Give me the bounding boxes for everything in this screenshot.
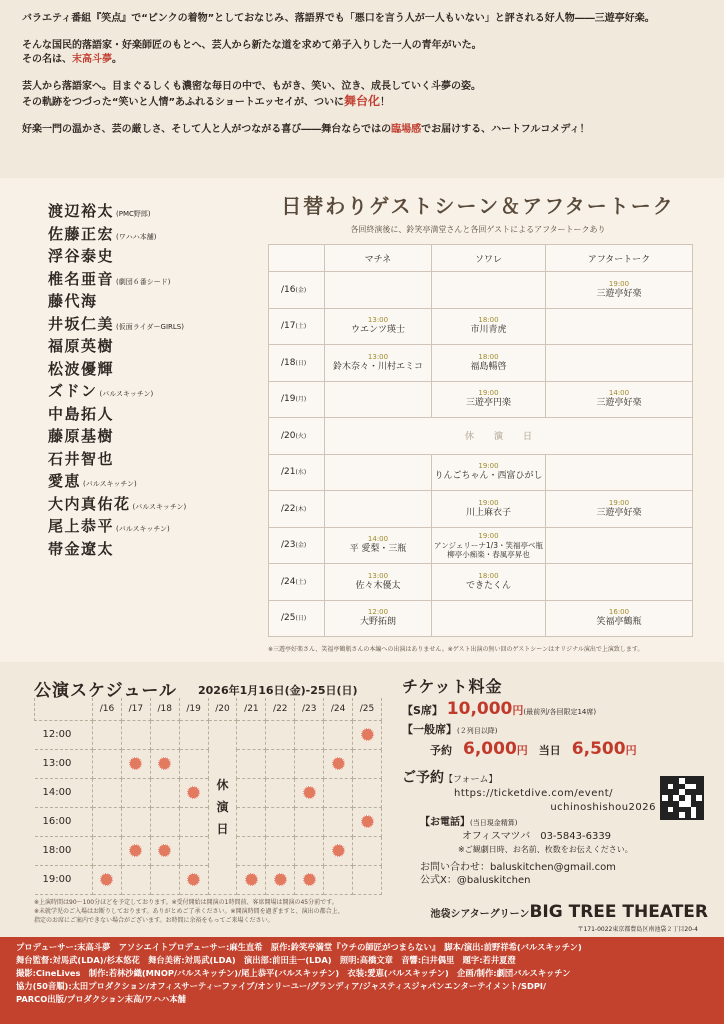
cast-member [48, 493, 248, 516]
schedule-slot [179, 749, 208, 778]
rest-char: 演 [216, 800, 229, 814]
schedule-range: 2026年1月16日(金)-25日(日) [198, 684, 358, 697]
cast-member [48, 470, 248, 493]
cast-affiliation: (バルスキッチン) [83, 480, 137, 488]
contact-block: 【お電話】(当日現金精算) オフィスマツバ 03-5843-6339 ※ご観劇日時、お名前、枚数をお伝えください。 お問い合わせ：baluskitchen@gmail.com 公式X：@baluskitchen [420, 816, 710, 887]
date-label: /18 [281, 357, 296, 368]
guest-header-matinee: マチネ [325, 245, 432, 272]
performance-dot [332, 757, 345, 770]
guest-row [269, 272, 693, 309]
cast-name: 渡辺裕太 [48, 202, 115, 220]
schedule-slot [179, 807, 208, 836]
date-label: /20 [281, 430, 296, 441]
rest-day-column [208, 720, 237, 894]
cast-member [48, 268, 248, 291]
intro-p3: 芸人から落語家へ。目まぐるしくも濃密な毎日の中で、もがき、笑い、泣き、成長していく斗夢の姿。 その軌跡をつづった“笑いと人情”あふれるショートエッセイが、ついに舞台化！ [22, 80, 481, 108]
schedule-title: 公演スケジュール [34, 681, 177, 701]
guest-row [269, 418, 693, 455]
performance-dot [158, 844, 171, 857]
schedule-date: /24 [324, 698, 353, 720]
cast-name: 帯金遼太 [48, 539, 115, 558]
guest-cell-aftertalk [546, 272, 693, 309]
schedule-slot [266, 778, 295, 807]
guest-cell-aftertalk [546, 491, 693, 528]
schedule-date: /19 [179, 698, 208, 720]
schedule-slot [353, 836, 382, 865]
cast-name: 福原英樹 [48, 337, 115, 355]
guest-header-aftertalk: アフタートーク [546, 245, 693, 272]
schedule-slot [295, 865, 324, 894]
schedule-slot [353, 807, 382, 836]
day-of-week: (日) [295, 359, 307, 367]
cast-name: 松波優輝 [48, 359, 115, 378]
guest-row [269, 308, 693, 345]
guest-date [269, 527, 325, 564]
guest-cell-aftertalk [546, 454, 693, 491]
cast-member [48, 403, 248, 426]
performer-name: 大野拓朗 [359, 617, 396, 628]
schedule-slot [93, 778, 122, 807]
schedule-date: /25 [353, 698, 382, 720]
guest-row [269, 564, 693, 601]
schedule-slot [150, 807, 179, 836]
guest-cell-matinee [325, 527, 432, 564]
performer-name: 佐々木優太 [355, 580, 401, 591]
guest-row [269, 491, 693, 528]
guest-cell-matinee [325, 345, 432, 382]
schedule-table [34, 698, 382, 895]
cast-name: 大内真佑花 [48, 494, 131, 513]
day-of-week: (金) [295, 286, 307, 294]
date-label: /24 [281, 576, 296, 587]
date-label: /23 [281, 540, 296, 551]
schedule-slot [324, 836, 353, 865]
guest-cell-matinee [325, 381, 432, 418]
cast-name: 中島拓人 [48, 404, 115, 423]
phone-number[interactable]: 03-5843-6339 [540, 831, 612, 842]
cast-name: 愛恵 [48, 472, 82, 490]
schedule-slot [179, 778, 208, 807]
schedule-slot [295, 778, 324, 807]
official-x[interactable]: 公式X：@baluskitchen [420, 875, 531, 886]
guest-table [268, 244, 693, 637]
schedule-slot [295, 720, 324, 749]
schedule-slot [150, 778, 179, 807]
guest-cell-aftertalk [546, 527, 693, 564]
day-of-week: (土) [295, 578, 307, 586]
schedule-date: /22 [266, 698, 295, 720]
schedule-slot [93, 836, 122, 865]
performance-dot [361, 728, 374, 741]
guest-note: ※三遊亭好楽さん、笑福亭鶴瓶さんの本編への出演はありません。※ゲスト出演の無い回のゲストシーンはオリジナル演出で上演致します。 [268, 646, 644, 653]
guest-date [269, 308, 325, 345]
show-time: 19:00 [478, 531, 499, 540]
day-of-week: (月) [295, 396, 307, 404]
cast-affiliation: (バルスキッチン) [116, 525, 170, 533]
schedule-row [35, 778, 382, 807]
date-label: /19 [281, 394, 296, 405]
performance-dot [303, 786, 316, 799]
schedule-slot [266, 865, 295, 894]
guest-date [269, 418, 325, 455]
performance-dot [100, 873, 113, 886]
schedule-slot [121, 836, 150, 865]
schedule-slot [266, 807, 295, 836]
guest-date [269, 600, 325, 637]
performer-name: できたくん [465, 580, 511, 591]
cast-member [48, 358, 248, 381]
cast-affiliation: (仮面ライダーGIRLS) [116, 322, 184, 331]
day-of-week: (水) [295, 469, 307, 477]
qr-code[interactable] [660, 776, 704, 820]
schedule-slot [121, 749, 150, 778]
schedule-time: 18:00 [35, 836, 93, 865]
schedule-slot [295, 807, 324, 836]
guest-cell-soiree [432, 308, 546, 345]
guest-cell-soiree [432, 345, 546, 382]
cast-member [48, 448, 248, 471]
guest-date [269, 564, 325, 601]
guest-subtitle: 各回終演後に、鈴笑亭満堂さんと各回ゲストによるアフタートークあり [350, 225, 606, 234]
guest-row [269, 345, 693, 382]
schedule-slot [93, 865, 122, 894]
guest-cell-aftertalk [546, 381, 693, 418]
schedule-slot [237, 865, 266, 894]
schedule-row [35, 807, 382, 836]
date-label: /25 [281, 613, 296, 624]
show-time: 19:00 [478, 462, 499, 471]
schedule-slot [237, 836, 266, 865]
show-time: 13:00 [367, 352, 389, 361]
performer-name: ウエンツ瑛士 [350, 325, 405, 336]
schedule-slot [237, 749, 266, 778]
cast-member [48, 335, 248, 358]
cast-affiliation: (バルスキッチン) [99, 390, 154, 398]
cast-member [48, 200, 248, 223]
s-seat-row: 【S席】 10,000円(最前列/各回限定14席) [402, 699, 597, 719]
schedule-slot [179, 720, 208, 749]
cast-name: 尾上恭平 [48, 517, 115, 535]
general-price-row: 予約 6,000円 当日 6,500円 [430, 739, 637, 759]
schedule-slot [121, 778, 150, 807]
performance-dot [187, 873, 200, 886]
schedule-slot [93, 749, 122, 778]
day-of-week: (木) [295, 505, 307, 513]
schedule-slot [353, 865, 382, 894]
schedule-slot [150, 749, 179, 778]
show-time: 19:00 [608, 279, 630, 288]
schedule-slot [295, 749, 324, 778]
schedule-slot [121, 807, 150, 836]
date-label: /17 [281, 321, 296, 332]
guest-row [269, 600, 693, 637]
schedule-slot [93, 807, 122, 836]
schedule-slot [266, 836, 295, 865]
advance-price: 6,000 [463, 739, 517, 759]
schedule-slot [324, 807, 353, 836]
performer-name: りんごちゃん・西富ひがし [434, 471, 543, 482]
performance-dot [129, 844, 142, 857]
schedule-slot [179, 836, 208, 865]
schedule-date: /17 [121, 698, 150, 720]
cast-name: 佐藤正宏 [48, 224, 115, 243]
schedule-slot [237, 778, 266, 807]
day-of-week: (日) [295, 615, 307, 623]
show-time: 19:00 [478, 389, 499, 398]
cast-name: 藤原基樹 [48, 427, 115, 445]
schedule-slot [121, 720, 150, 749]
show-time: 16:00 [608, 608, 630, 617]
guest-row [269, 527, 693, 564]
schedule-corner [35, 698, 93, 720]
cast-name: 藤代海 [48, 292, 98, 310]
show-time: 12:00 [367, 608, 389, 617]
schedule-time: 16:00 [35, 807, 93, 836]
performer-name: 川上麻衣子 [465, 507, 511, 518]
guest-cell-soiree [432, 454, 546, 491]
show-time: 18:00 [478, 571, 499, 580]
schedule-row [35, 749, 382, 778]
cast-member [48, 223, 248, 246]
guest-cell-soiree [432, 272, 546, 309]
guest-cell-soiree [432, 527, 546, 564]
schedule-slot [324, 778, 353, 807]
cast-member [48, 245, 248, 268]
show-time: 19:00 [608, 498, 630, 507]
s-seat-price: 10,000 [446, 699, 513, 719]
guest-cell-matinee [325, 308, 432, 345]
schedule-slot [237, 720, 266, 749]
door-price: 6,500 [571, 739, 626, 759]
rest-char: 日 [216, 822, 229, 836]
show-time: 14:00 [608, 389, 630, 398]
guest-date [269, 491, 325, 528]
schedule-date: /20 [208, 698, 237, 720]
guest-date [269, 381, 325, 418]
author-name: 末高斗夢 [72, 54, 112, 65]
schedule-time: 14:00 [35, 778, 93, 807]
general-seat-row: 【一般席】(２列目以降) [402, 723, 498, 736]
intro-p4: 好楽一門の温かさ、芸の厳しさ、そして人と人がつながる喜び――舞台ならではの臨場感でお届けする、ハートフルコメディ！ [22, 123, 590, 135]
performer-name: 三遊亭好楽 [596, 398, 642, 409]
schedule-notes: ※上演時間は90～100分ほどを予定しております。※受付開始は開演の1時間前、客席開場は開演の45分前です。 ※未就学児のご入場はお断りしております。ありがとめご了承ください。※開演時間を過ぎますと、演出の都合上、 指定のお席にご案内できない場合がございます。お時間に余裕をもってご来場ください。 [34, 899, 344, 924]
cast-member [48, 313, 248, 336]
performer-name: アンジェリーナ1/3・笑福亭べ瓶 柳亭小痴楽・春風亭昇也 [434, 540, 543, 559]
guest-title: 日替わりゲストシーン＆アフタートーク [281, 194, 675, 218]
guest-cell-aftertalk [546, 345, 693, 382]
performance-dot [187, 786, 200, 799]
performer-name: 平 愛梨・三瓶 [349, 544, 407, 555]
guest-cell-soiree [432, 491, 546, 528]
cast-member [48, 380, 248, 403]
contact-email[interactable]: お問い合わせ：baluskitchen@gmail.com [420, 862, 616, 873]
performance-dot [332, 844, 345, 857]
performance-dot [361, 815, 374, 828]
guest-cell-matinee [325, 600, 432, 637]
intro-text [22, 12, 712, 137]
schedule-slot [266, 749, 295, 778]
schedule-slot [150, 865, 179, 894]
cast-name: 浮谷泰史 [48, 247, 115, 265]
cast-list [48, 200, 248, 560]
day-of-week: (土) [295, 323, 307, 331]
performer-name: 笑福亭鶴瓶 [596, 617, 642, 628]
guest-header-soiree: ソワレ [432, 245, 546, 272]
schedule-slot [237, 807, 266, 836]
schedule-slot [121, 865, 150, 894]
schedule-date: /18 [150, 698, 179, 720]
schedule-slot [353, 749, 382, 778]
cast-member [48, 515, 248, 538]
performance-dot [245, 873, 258, 886]
date-label: /22 [281, 503, 296, 514]
schedule-date: /23 [295, 698, 324, 720]
schedule-slot [353, 720, 382, 749]
credits: プロデューサー:末高斗夢 アソシエイトプロデューサー:麻生直希 原作:鈴笑亭満堂『ウチの師匠がつまらない』 脚本/演出:前野祥希(バルスキッチン) 舞台監督:対馬武(LDA)/杉本悠花 舞台美術:対馬武(LDA) 演出部:前田圭一(LDA) 照明:高橋文章 音響:臼井偶里 題字:若井夏澄 撮影:CineLives 制作:若林沙織(MNOP/バルスキッチン)/尾上恭平(バルスキッチン) 衣装:愛恵(バルスキッチン) 企画/制作:劇団バルスキッチン 協力(50音順):太田プロダクション/オフィスサーティーファイブ/オンリーユー/グランディア/ジャスティスジャパンエンターテイメント/SDPI/ PARCO出版/プロダクション末高/ワハハ本舗 [0, 937, 724, 1024]
schedule-slot [266, 720, 295, 749]
cast-member [48, 290, 248, 313]
intro-p1: バラエティ番組『笑点』で“ピンクの着物”としておなじみ、落語界でも「悪口を言う人が一人もいない」と評される好人物――三遊亭好楽。 [22, 13, 655, 24]
venue-address: 〒171-0022東京都豊島区南池袋２丁目20-4 [577, 926, 698, 933]
guest-cell-soiree [432, 381, 546, 418]
schedule-date: /21 [237, 698, 266, 720]
venue-name: 池袋シアターグリーンBIG TREE THEATER [430, 902, 708, 922]
schedule-date: /16 [93, 698, 122, 720]
performance-dot [303, 873, 316, 886]
guest-date [269, 345, 325, 382]
cast-member [48, 538, 248, 561]
performer-name: 三遊亭円楽 [465, 398, 511, 409]
intro-p2: そんな国民的落語家・好楽師匠のもとへ、芸人から新たな道を求めて弟子入りした一人の青年がいた。 その名は、末高斗夢。 [22, 39, 482, 65]
reservation-heading: ご予約【フォーム】 [402, 770, 498, 786]
schedule-slot [150, 720, 179, 749]
reservation-url[interactable]: https://ticketdive.com/event/ uchinoshishou2026 [454, 788, 656, 813]
cast-affiliation: (ワハハ本舗) [116, 232, 157, 241]
guest-row [269, 381, 693, 418]
guest-row [269, 454, 693, 491]
guest-cell-matinee [325, 491, 432, 528]
schedule-row [35, 836, 382, 865]
show-time: 19:00 [478, 498, 499, 507]
schedule-slot [93, 720, 122, 749]
show-time: 18:00 [478, 316, 499, 325]
ticket-title: チケット料金 [402, 677, 503, 696]
day-of-week: (金) [295, 542, 307, 550]
schedule-slot [353, 778, 382, 807]
guest-cell-matinee [325, 272, 432, 309]
schedule-slot [324, 720, 353, 749]
date-label: /21 [281, 467, 296, 478]
schedule-slot [295, 836, 324, 865]
performer-name: 三遊亭好楽 [596, 507, 642, 518]
performance-dot [158, 757, 171, 770]
cast-name: 石井智也 [48, 449, 115, 468]
schedule-time: 19:00 [35, 865, 93, 894]
cast-member [48, 425, 248, 448]
performer-name: 鈴木奈々・川村エミコ [332, 361, 423, 372]
performance-dot [274, 873, 287, 886]
guest-cell-matinee [325, 564, 432, 601]
guest-date [269, 272, 325, 309]
rest-day: 休演日 [325, 418, 693, 455]
guest-cell-soiree [432, 600, 546, 637]
guest-cell-soiree [432, 564, 546, 601]
schedule-row [35, 720, 382, 749]
cast-name: 椎名亜音 [48, 269, 115, 288]
show-time: 13:00 [367, 316, 389, 325]
guest-header-date [269, 245, 325, 272]
schedule-row [35, 865, 382, 894]
schedule-slot [179, 865, 208, 894]
guest-cell-matinee [325, 454, 432, 491]
guest-cell-aftertalk [546, 308, 693, 345]
show-time: 14:00 [367, 535, 389, 544]
guest-cell-aftertalk [546, 564, 693, 601]
schedule-time: 13:00 [35, 749, 93, 778]
show-time: 18:00 [478, 352, 499, 361]
schedule-slot [324, 749, 353, 778]
performer-name: 三遊亭好楽 [596, 288, 642, 299]
cast-affiliation: (PMC野郎) [116, 210, 151, 218]
rest-char: 休 [216, 778, 229, 792]
cast-name: ズドン [48, 382, 98, 400]
performer-name: 市川青虎 [470, 325, 507, 336]
guest-cell-aftertalk [546, 600, 693, 637]
cast-affiliation: (バルスキッチン) [132, 502, 187, 511]
schedule-slot [150, 836, 179, 865]
performance-dot [129, 757, 142, 770]
show-time: 13:00 [367, 571, 389, 580]
performer-name: 福島暢啓 [470, 361, 507, 372]
schedule-time: 12:00 [35, 720, 93, 749]
cast-affiliation: (劇団６番シード) [116, 277, 171, 286]
day-of-week: (火) [295, 432, 307, 440]
schedule-slot [324, 865, 353, 894]
date-label: /16 [281, 284, 296, 295]
guest-date [269, 454, 325, 491]
cast-name: 井坂仁美 [48, 314, 115, 333]
